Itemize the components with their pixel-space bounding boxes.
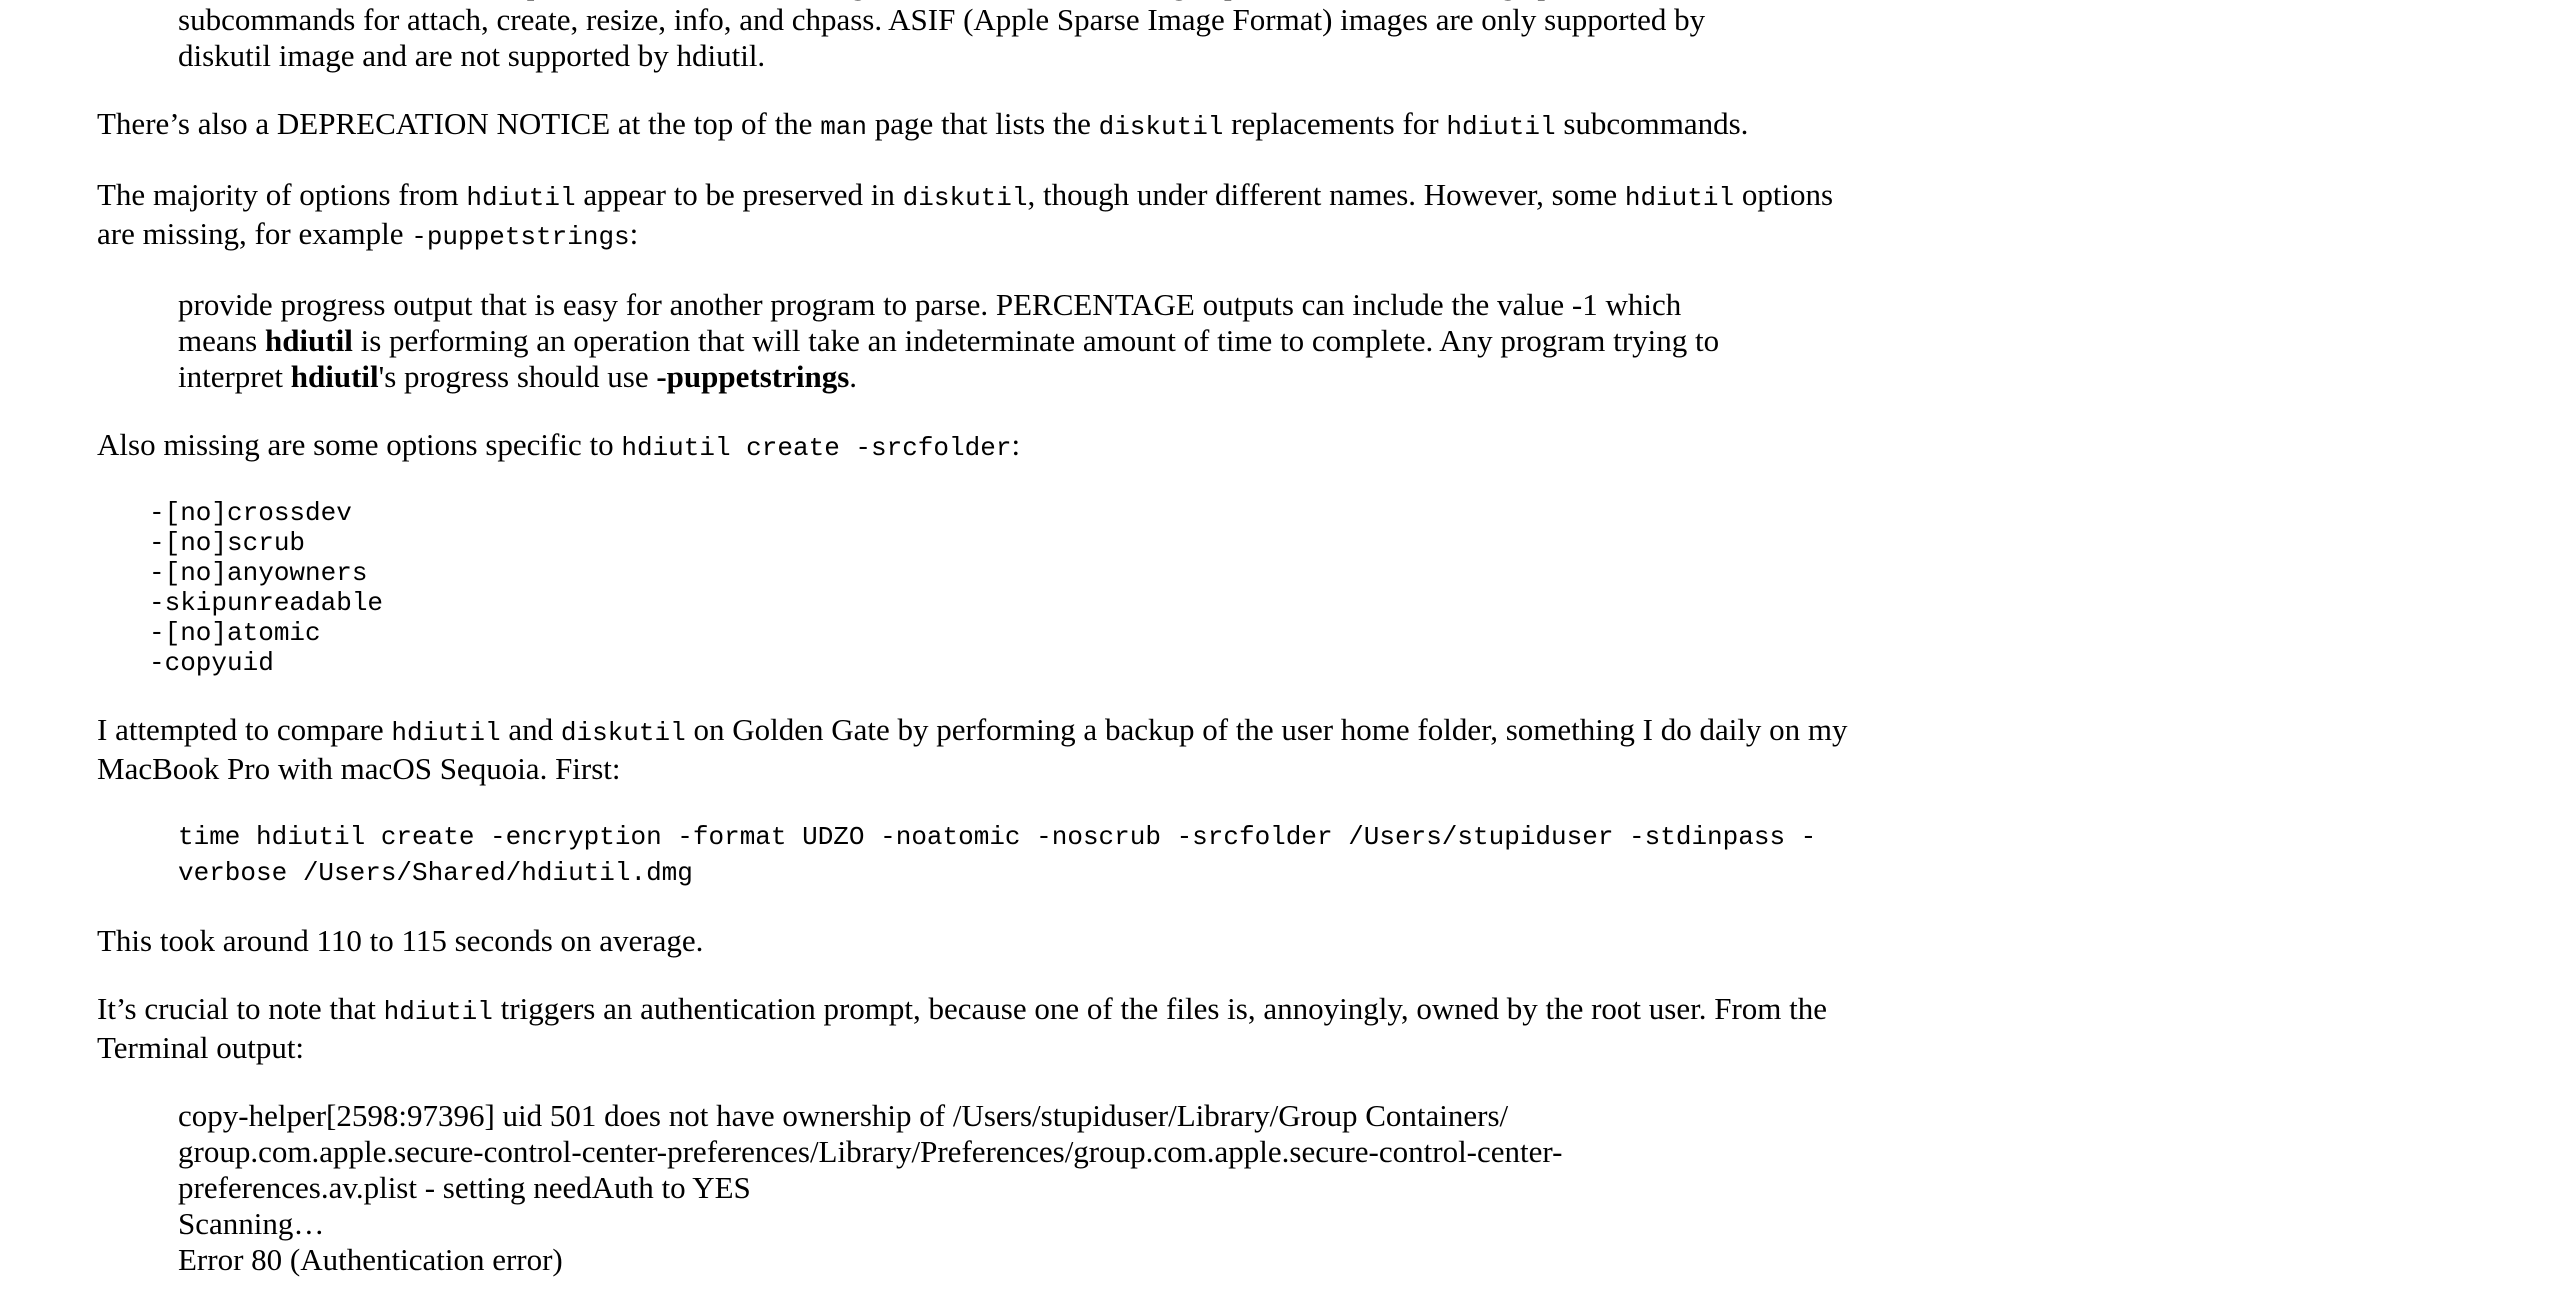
bold-text: hdiutil [264, 323, 353, 358]
command-line: verbose /Users/Shared/hdiutil.dmg [178, 858, 693, 888]
paragraph-missing-options [97, 427, 1977, 466]
text: means [178, 323, 265, 358]
command-block [178, 819, 1958, 891]
inline-code: hdiutil [383, 997, 493, 1027]
option-item: -[no]anyowners [149, 558, 368, 588]
text: I attempted to compare [97, 712, 392, 747]
inline-code: hdiutil create -srcfolder [621, 433, 1012, 463]
blockquote-line: diskutil image and are not supported by hdiutil. [178, 38, 766, 73]
text: The majority of options from [97, 177, 467, 212]
bold-text: -puppetstrings [656, 359, 850, 394]
text: and [500, 712, 561, 747]
text: Terminal output: [97, 1030, 305, 1065]
inline-code: -puppetstrings [411, 222, 630, 252]
text: MacBook Pro with macOS Sequoia. First: [97, 751, 621, 786]
article-body [97, 0, 1977, 1310]
option-item: -[no]atomic [149, 618, 321, 648]
paragraph-compare [97, 712, 1977, 787]
inline-code: diskutil [902, 183, 1028, 213]
text: : [629, 216, 639, 251]
blockquote-line: provide progress output that is easy for another program to parse. PERCENTAGE outputs can include the value -1 which [178, 287, 1682, 322]
text: are missing, for example [97, 216, 412, 251]
command-line: time hdiutil create -encryption -format UDZO -noatomic -noscrub -srcfolder /Users/stupiduser -stdinpass - [178, 822, 1817, 852]
terminal-output-blockquote [178, 1098, 1977, 1278]
missing-options-list [149, 498, 1977, 678]
paragraph-timing: This took around 110 to 115 seconds on average. [97, 923, 704, 958]
inline-code: man [820, 112, 867, 142]
text: is performing an operation that will take an indeterminate amount of time to complete. Any program trying to [352, 323, 1720, 358]
terminal-line: copy-helper[2598:97396] uid 501 does not have ownership of /Users/stupiduser/Library/Group Containers/ [178, 1098, 1509, 1133]
text: : [1011, 427, 1021, 462]
text: 's progress should use [378, 359, 657, 394]
inline-code: hdiutil [1446, 112, 1556, 142]
blockquote-line [178, 323, 1977, 359]
deprecation-blockquote [178, 0, 1977, 74]
inline-code: diskutil [560, 718, 686, 748]
paragraph-authentication [97, 991, 1977, 1066]
terminal-line: preferences.av.plist - setting needAuth to YES [178, 1170, 751, 1205]
text: Also missing are some options specific to [97, 427, 622, 462]
text: , though under different names. However, some [1027, 177, 1625, 212]
inline-code: diskutil [1098, 112, 1224, 142]
text: . [849, 359, 858, 394]
inline-code: hdiutil [1624, 183, 1735, 213]
paragraph-deprecation-notice [97, 106, 1977, 145]
option-item: -[no]scrub [149, 528, 306, 558]
text: interpret [178, 359, 291, 394]
blockquote-line [178, 359, 1977, 395]
text: appear to be preserved in [575, 177, 903, 212]
text: page that lists the [867, 106, 1099, 141]
text: on Golden Gate by performing a backup of the user home folder, something I do daily on my [685, 712, 1848, 747]
text: There’s also a DEPRECATION NOTICE at the top of the [97, 106, 821, 141]
text: options [1734, 177, 1834, 212]
bold-text: hdiutil [290, 359, 379, 394]
option-item: -skipunreadable [149, 588, 384, 618]
inline-code: hdiutil [391, 718, 501, 748]
text: triggers an authentication prompt, because one of the files is, annoyingly, owned by the root user. From the [492, 991, 1828, 1026]
option-item: -copyuid [149, 648, 274, 678]
inline-code: hdiutil [466, 183, 576, 213]
puppetstrings-blockquote [178, 287, 1977, 395]
terminal-line: group.com.apple.secure-control-center-preferences/Library/Preferences/group.com.apple.secure-control-center- [178, 1134, 1563, 1169]
terminal-line: Error 80 (Authentication error) [178, 1242, 563, 1277]
blockquote-line: subcommands for attach, create, resize, info, and chpass. ASIF (Apple Sparse Image Format) images are only supported by [178, 2, 1706, 37]
terminal-line: Scanning… [178, 1206, 325, 1241]
option-item: -[no]crossdev [149, 498, 352, 528]
text: It’s crucial to note that [97, 991, 384, 1026]
text: replacements for [1223, 106, 1447, 141]
paragraph-options [97, 177, 1977, 255]
text: subcommands. [1555, 106, 1749, 141]
